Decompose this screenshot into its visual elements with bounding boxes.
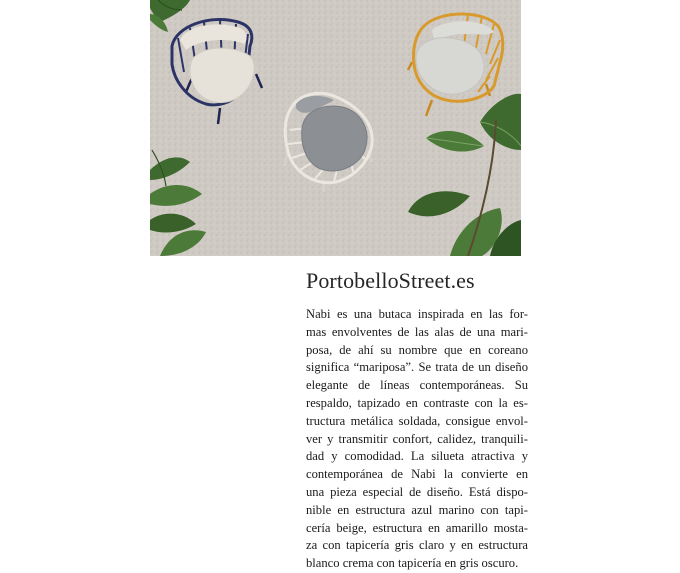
article-line: dad y comodidad. La silueta atractiva y bbox=[306, 449, 528, 464]
article-line: una pieza especial de diseño. Está dispo- bbox=[306, 484, 528, 499]
article-line: elegante de líneas contemporáneas. Su bbox=[306, 378, 528, 393]
article-line: ver y transmitir confort, calidez, tranquili- bbox=[306, 431, 528, 446]
article-line: blanco crema con tapicería en gris oscuro. bbox=[306, 556, 519, 571]
article-line: nible en estructura azul marino con tapi- bbox=[306, 502, 528, 517]
article-line: mas envolventes de las alas de una mari- bbox=[306, 324, 528, 339]
article-line: za con tapicería gris claro y en estructura bbox=[306, 538, 528, 553]
article-line: Nabi es una butaca inspirada en las for- bbox=[306, 307, 528, 321]
article-line: respaldo, tapizado en contraste con la es- bbox=[306, 395, 528, 410]
source-heading: PortobelloStreet.es bbox=[306, 268, 475, 293]
article-line: tructura metálica soldada, consigue envol- bbox=[306, 413, 528, 428]
article-body bbox=[306, 306, 528, 573]
article-line: cería beige, estructura en amarillo mosta- bbox=[306, 520, 528, 535]
product-photo bbox=[150, 0, 521, 256]
article-line: significa “mariposa”. Se trata de un diseño bbox=[306, 360, 528, 375]
article-line: contemporánea de Nabi la convierte en bbox=[306, 467, 528, 482]
article-line: posa, de ahí su nombre que en coreano bbox=[306, 342, 528, 357]
